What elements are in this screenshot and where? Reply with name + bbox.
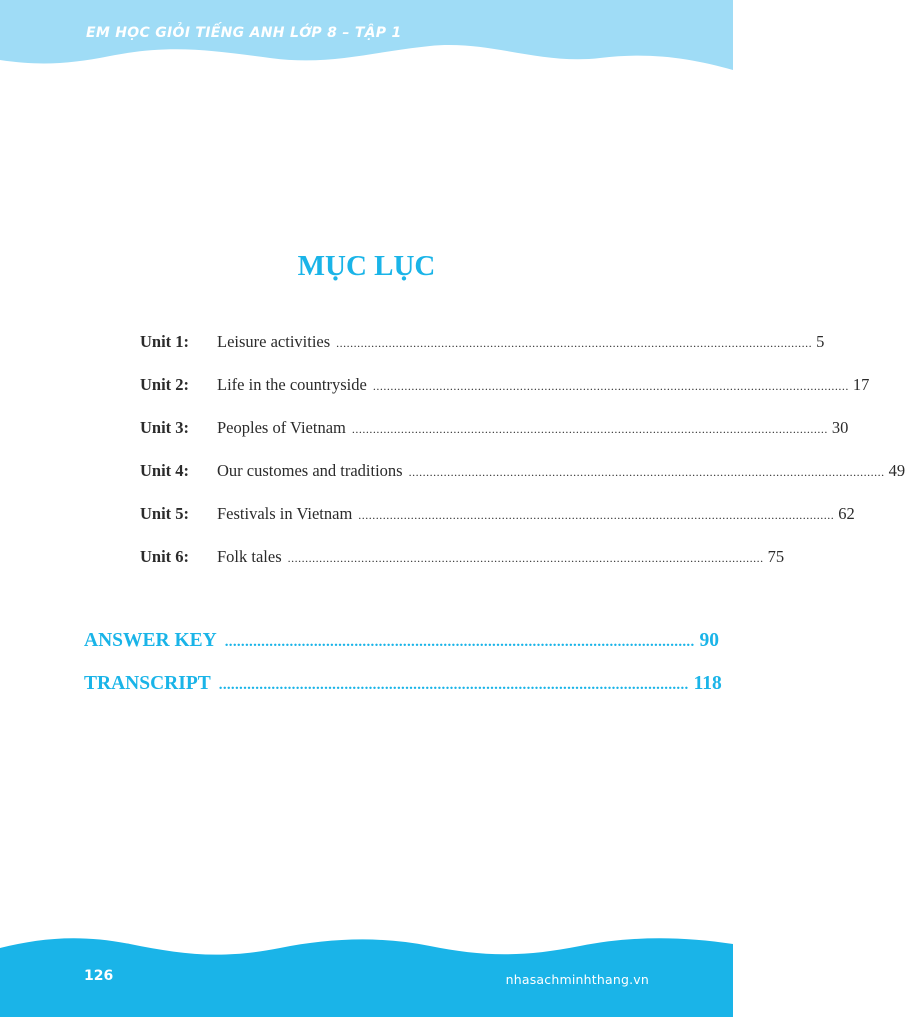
toc-page-number: 62: [838, 504, 855, 523]
leader-dots: ....................................................................................................................: [224, 634, 695, 650]
toc-entry-title: Folk tales: [217, 547, 282, 566]
toc-unit-label: Unit 1:: [140, 332, 190, 351]
leader-dots: ........................................................................................................................................: [287, 551, 764, 565]
toc-page-number: 5: [816, 332, 825, 351]
leader-dots: ........................................................................................................................................: [408, 465, 885, 479]
publisher-website: nhasachminhthang.vn: [505, 972, 649, 987]
page-number: 126: [84, 968, 114, 984]
toc-page-number: 75: [767, 547, 785, 566]
toc-entry[interactable]: [140, 461, 905, 485]
leader-dots: ........................................................................................................................................: [358, 508, 835, 522]
section-page-number: 118: [693, 673, 722, 694]
toc-page-number: 49: [888, 461, 905, 480]
toc-entry[interactable]: [140, 375, 870, 399]
toc-entry-title: Peoples of Vietnam: [217, 418, 346, 437]
toc-entry[interactable]: [140, 504, 855, 528]
toc-entry[interactable]: [140, 547, 785, 571]
toc-page-number: 17: [852, 375, 870, 394]
leader-dots: ....................................................................................................................: [218, 677, 689, 693]
page-title: MỤC LỤC: [297, 250, 436, 282]
leader-dots: ........................................................................................................................................: [372, 379, 849, 393]
toc-page-number: 30: [831, 418, 849, 437]
section-title: ANSWER KEY: [84, 630, 217, 651]
toc-unit-label: Unit 4:: [140, 461, 190, 480]
toc-entry-title: Festivals in Vietnam: [217, 504, 353, 523]
toc-unit-label: Unit 5:: [140, 504, 190, 523]
leader-dots: ........................................................................................................................................: [336, 336, 813, 350]
toc-unit-label: Unit 3:: [140, 418, 190, 437]
running-header: EM HỌC GIỎI TIẾNG ANH LỚP 8 – TẬP 1: [86, 25, 402, 41]
toc-unit-label: Unit 2:: [140, 375, 190, 394]
toc-entry[interactable]: [140, 332, 825, 356]
section-page-number: 90: [699, 630, 720, 651]
toc-entry-title: Life in the countryside: [217, 375, 367, 394]
section-title: TRANSCRIPT: [84, 673, 211, 694]
toc-entry-title: Leisure activities: [217, 332, 331, 351]
toc-entry[interactable]: [140, 418, 849, 442]
toc-entry-title: Our customes and traditions: [217, 461, 403, 480]
leader-dots: ........................................................................................................................................: [351, 422, 828, 436]
toc-unit-label: Unit 6:: [140, 547, 190, 566]
section-entry-answer-key[interactable]: [84, 630, 720, 660]
section-entry-transcript[interactable]: [84, 673, 722, 703]
